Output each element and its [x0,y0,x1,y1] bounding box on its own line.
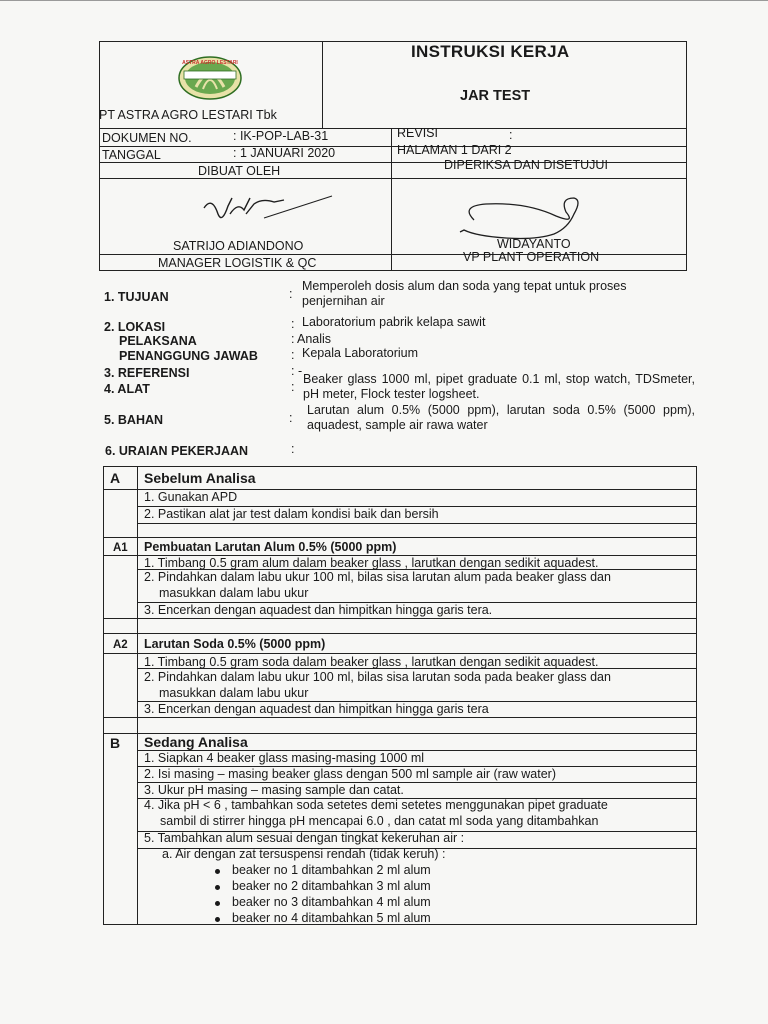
step-b-4-cont: sambil di stirrer hingga pH mencapai 6.0 , dan catat ml soda yang ditambahkan [160,814,599,828]
step-a-1: 1. Gunakan APD [144,490,238,504]
step-a1-2: 2. Pindahkan dalam labu ukur 100 ml, bilas sisa larutan alum pada beaker glass dan [144,570,611,584]
step-a1-3: 3. Encerkan dengan aquadest dan himpitkan hingga garis tera. [144,603,493,617]
work-table [103,466,697,925]
tujuan-colon: : [289,287,293,301]
alat-text: Beaker glass 1000 ml, pipet graduate 0.1 ml, stop watch, TDSmeter, pH meter, Flock tester logsheet. [303,372,695,401]
divider [100,178,686,179]
halaman-text: HALAMAN 1 DARI 2 [397,143,512,157]
pj-text: Kepala Laboratorium [302,346,419,360]
tujuan-text: Memperoleh dosis alum dan soda yang tepat untuk proses penjernihan air [302,279,627,308]
section-b-title: Sedang Analisa [144,734,248,750]
bahan-label: 5. BAHAN [104,413,164,427]
section-a-code: A [110,470,121,486]
divider [104,653,696,654]
bahan-colon: : [289,411,293,425]
section-a2-code: A2 [113,639,128,651]
revisi-value: : [509,128,513,142]
divider [104,717,696,718]
step-a2-1: 1. Timbang 0.5 gram soda dalam beaker glass , larutkan dengan sedikit aquadest. [144,655,599,669]
pj-colon: : [291,348,295,362]
signature-left [192,188,342,232]
divider [100,146,686,147]
tujuan-label: 1. TUJUAN [104,290,169,304]
pj-label: PENANGGUNG JAWAB [119,349,258,363]
bullet-icon [215,869,220,874]
bullet-item-1: beaker no 1 ditambahkan 2 ml alum [232,863,431,877]
bullet-item-3: beaker no 3 ditambahkan 4 ml alum [232,895,431,909]
step-a2-3: 3. Encerkan dengan aquadest dan himpitkan hingga garis tera [144,702,489,716]
header-table [99,41,687,271]
step-a2-2: 2. Pindahkan dalam labu ukur 100 ml, bilas sisa larutan soda pada beaker glass dan [144,670,611,684]
dokumen-value: : IK-POP-LAB-31 [233,129,329,143]
uraian-colon: : [291,442,295,456]
referensi-colon: : [291,364,295,378]
divider [391,128,392,270]
pelaksana-colon: : [291,332,295,346]
scan-edge [0,0,768,1]
section-a1-title: Pembuatan Larutan Alum 0.5% (5000 ppm) [144,540,397,554]
section-b-code: B [110,735,121,751]
tanggal-label: TANGGAL [102,148,161,162]
step-b-5a: a. Air dengan zat tersuspensi rendah (tidak keruh) : [162,847,446,861]
alat-label: 4. ALAT [104,382,150,396]
lokasi-colon: : [291,317,295,331]
step-a-2: 2. Pastikan alat jar test dalam kondisi baik dan bersih [144,507,439,521]
bullet-item-2: beaker no 2 ditambahkan 3 ml alum [232,879,431,893]
step-b-4: 4. Jika pH < 6 , tambahkan soda setetes demi setetes menggunakan pipet graduate [144,798,608,812]
divider [100,128,686,129]
signer-right-role: VP PLANT OPERATION [463,250,600,264]
referensi-text: - [298,364,303,378]
pelaksana-label: PELAKSANA [119,334,197,348]
step-a2-2-cont: masukkan dalam labu ukur [159,686,309,700]
bullet-icon [215,917,220,922]
pelaksana-text: Analis [297,332,332,346]
company-name: PT ASTRA AGRO LESTARI Tbk [99,108,277,122]
company-logo [176,53,244,101]
divider [104,633,696,634]
divider [104,537,696,538]
lokasi-text: Laboratorium pabrik kelapa sawit [302,315,486,329]
divider [137,467,138,924]
bullet-item-4: beaker no 4 ditambahkan 5 ml alum [232,911,431,925]
referensi-label: 3. REFERENSI [104,366,190,380]
divider [104,618,696,619]
step-b-1: 1. Siapkan 4 beaker glass masing-masing 1000 ml [144,751,425,765]
tanggal-value: : 1 JANUARI 2020 [233,146,336,160]
section-a2-title: Larutan Soda 0.5% (5000 ppm) [144,637,326,651]
step-b-2: 2. Isi masing – masing beaker glass dengan 500 ml sample air (raw water) [144,767,556,781]
bullet-icon [215,885,220,890]
signer-left-name: SATRIJO ADIANDONO [173,239,304,253]
lokasi-label: 2. LOKASI [104,320,166,334]
dibuat-oleh: DIBUAT OLEH [198,164,281,178]
logo-top-text: ASTRA AGRO LESTARI [182,60,238,66]
signer-right-name: WIDAYANTO [497,237,571,251]
section-a-title: Sebelum Analisa [144,470,256,486]
step-b-5: 5. Tambahkan alum sesuai dengan tingkat kekeruhan air : [144,831,465,845]
doc-title: INSTRUKSI KERJA [411,42,570,61]
step-a1-1: 1. Timbang 0.5 gram alum dalam beaker glass , larutkan dengan sedikit aquadest. [144,556,599,570]
bahan-text: Larutan alum 0.5% (5000 ppm), larutan soda 0.5% (5000 ppm), aquadest, sample air rawa water [307,403,695,432]
divider [137,523,696,524]
uraian-label: 6. URAIAN PEKERJAAN [105,444,249,458]
revisi-label: REVISI [397,126,438,140]
signer-left-role: MANAGER LOGISTIK & QC [158,256,317,270]
bullet-icon [215,901,220,906]
step-b-3: 3. Ukur pH masing – masing sample dan catat. [144,783,404,797]
step-a1-2-cont: masukkan dalam labu ukur [159,586,309,600]
doc-subtitle: JAR TEST [460,88,531,104]
section-a1-code: A1 [113,542,128,554]
alat-colon: : [291,380,295,394]
dokumen-label: DOKUMEN NO. [102,131,192,145]
divider [322,42,323,128]
diperiksa-disetujui: DIPERIKSA DAN DISETUJUI [444,158,608,172]
